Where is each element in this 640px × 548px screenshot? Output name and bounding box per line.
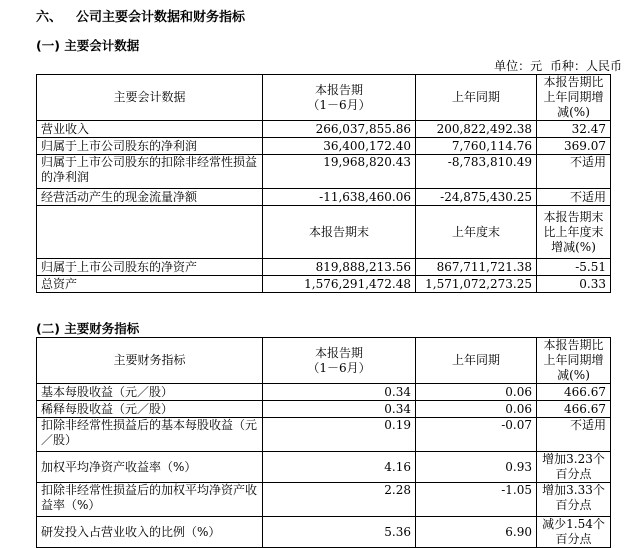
current-value: 2.28 xyxy=(263,483,416,517)
prior-value: -0.07 xyxy=(416,418,537,452)
part2-title: (二) 主要财务指标 xyxy=(36,321,140,336)
row-label: 经营活动产生的现金流量净额 xyxy=(37,189,263,206)
prior-value: 200,822,492.38 xyxy=(416,121,537,138)
table-row xyxy=(37,138,611,155)
prior-value: 0.06 xyxy=(416,401,537,418)
change-value: 不适用 xyxy=(537,418,611,452)
change-value: 不适用 xyxy=(537,189,611,206)
change-value: 466.67 xyxy=(537,384,611,401)
currency-label: 币种：人民币 xyxy=(549,59,622,73)
change-value: 增加3.33个百分点 xyxy=(537,483,611,517)
unit-label: 单位：元 xyxy=(494,59,543,73)
current-value: 4.16 xyxy=(263,452,416,483)
table-row xyxy=(37,401,611,418)
header-cell: 主要财务指标 xyxy=(37,338,263,384)
part1-title: (一) 主要会计数据 xyxy=(36,38,140,53)
row-label: 归属于上市公司股东的净利润 xyxy=(37,138,263,155)
current-value: -11,638,460.06 xyxy=(263,189,416,206)
header-cell: 上年同期 xyxy=(416,75,537,121)
header-cell: 本报告期末 xyxy=(263,206,416,259)
change-value: 不适用 xyxy=(537,155,611,189)
table-row xyxy=(37,276,611,293)
row-label: 研发投入占营业收入的比例（%） xyxy=(37,517,263,548)
header-cell: 本报告期 （1－6月） xyxy=(263,75,416,121)
header-cell: 本报告期末比上年度末增减(%) xyxy=(537,206,611,259)
current-value: 0.34 xyxy=(263,401,416,418)
table-header-row xyxy=(37,75,611,121)
table-header-row xyxy=(37,338,611,384)
section-number: 六、 xyxy=(36,10,63,25)
change-value: 0.33 xyxy=(537,276,611,293)
accounting-data-table xyxy=(36,74,611,293)
current-value: 266,037,855.86 xyxy=(263,121,416,138)
section-title: 公司主要会计数据和财务指标 xyxy=(76,10,246,25)
change-value: 466.67 xyxy=(537,401,611,418)
change-value: -5.51 xyxy=(537,259,611,276)
prior-value: 0.93 xyxy=(416,452,537,483)
prior-value: 6.90 xyxy=(416,517,537,548)
prior-value: -8,783,810.49 xyxy=(416,155,537,189)
header-cell: 上年度末 xyxy=(416,206,537,259)
table-row xyxy=(37,517,611,548)
row-label: 归属于上市公司股东的扣除非经常性损益的净利润 xyxy=(37,155,263,189)
prior-value: 1,571,072,273.25 xyxy=(416,276,537,293)
row-label: 加权平均净资产收益率（%） xyxy=(37,452,263,483)
row-label: 扣除非经常性损益后的加权平均净资产收益率（%） xyxy=(37,483,263,517)
section-heading xyxy=(36,6,245,25)
unit-line xyxy=(490,57,622,74)
row-label: 稀释每股收益（元／股） xyxy=(37,401,263,418)
row-label: 总资产 xyxy=(37,276,263,293)
current-value: 1,576,291,472.48 xyxy=(263,276,416,293)
header-cell: 本报告期 （1－6月） xyxy=(263,338,416,384)
current-value: 5.36 xyxy=(263,517,416,548)
current-value: 36,400,172.40 xyxy=(263,138,416,155)
prior-value: 0.06 xyxy=(416,384,537,401)
prior-value: 867,711,721.38 xyxy=(416,259,537,276)
current-value: 0.34 xyxy=(263,384,416,401)
header-cell: 主要会计数据 xyxy=(37,75,263,121)
header-cell: 上年同期 xyxy=(416,338,537,384)
table-row xyxy=(37,259,611,276)
prior-value: 7,760,114.76 xyxy=(416,138,537,155)
table-header-row xyxy=(37,206,611,259)
row-label: 扣除非经常性损益后的基本每股收益（元／股） xyxy=(37,418,263,452)
table-row xyxy=(37,121,611,138)
table-row xyxy=(37,384,611,401)
header-cell: 本报告期比上年同期增减(%) xyxy=(537,338,611,384)
row-label: 营业收入 xyxy=(37,121,263,138)
current-value: 819,888,213.56 xyxy=(263,259,416,276)
table-row xyxy=(37,189,611,206)
table-row xyxy=(37,155,611,189)
prior-value: -1.05 xyxy=(416,483,537,517)
current-value: 19,968,820.43 xyxy=(263,155,416,189)
header-empty-cell xyxy=(37,206,263,259)
table-row xyxy=(37,483,611,517)
table-row xyxy=(37,452,611,483)
prior-value: -24,875,430.25 xyxy=(416,189,537,206)
table-row xyxy=(37,418,611,452)
header-cell: 本报告期比上年同期增减(%) xyxy=(537,75,611,121)
financial-indicators-table xyxy=(36,337,611,548)
change-value: 增加3.23个百分点 xyxy=(537,452,611,483)
change-value: 369.07 xyxy=(537,138,611,155)
row-label: 归属于上市公司股东的净资产 xyxy=(37,259,263,276)
change-value: 32.47 xyxy=(537,121,611,138)
current-value: 0.19 xyxy=(263,418,416,452)
row-label: 基本每股收益（元／股） xyxy=(37,384,263,401)
change-value: 减少1.54个百分点 xyxy=(537,517,611,548)
